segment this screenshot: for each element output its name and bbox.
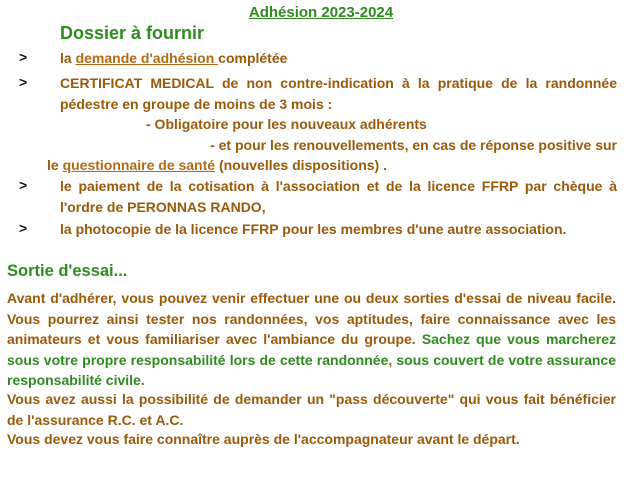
list-item-prefix: la	[60, 50, 76, 66]
demande-adhesion-link[interactable]: demande d'adhésion	[75, 50, 219, 66]
sub-line-renouvellements: - et pour les renouvellements, en cas de réponse positive sur	[210, 137, 617, 153]
paragraph-highlight: sous couvert de votre assurance responsabilité civile	[7, 351, 617, 388]
list-item-suffix: complétée	[218, 50, 288, 66]
questionnaire-sante-link[interactable]: questionnaire de santé	[62, 157, 216, 173]
bullet-marker: >	[19, 177, 28, 193]
sub-line-obligatoire: - Obligatoire pour les nouveaux adhérents	[146, 116, 427, 132]
paragraph-highlight: Sachez que vous marcherez sous votre propre responsabilité lors de cette randonnée	[7, 331, 617, 368]
page-title: Adhésion 2023-2024	[248, 4, 394, 21]
bullet-marker: >	[19, 74, 28, 90]
paragraph-accompagnateur: Vous devez vous faire connaître auprès de l'accompagnateur avant le départ.	[7, 431, 520, 447]
bullet-marker: >	[19, 49, 28, 65]
paragraph-text: ,	[388, 351, 397, 368]
sub-line-questionnaire	[47, 155, 387, 176]
list-item: CERTIFICAT MEDICAL de non contre-indication à la pratique de la randonnée pédestre en groupe de moins de 3 mois :	[60, 75, 617, 112]
section-heading-dossier: Dossier à fournir	[60, 23, 205, 43]
paragraph-avant-adherer	[7, 288, 616, 391]
list-item: la photocopie de la licence FFRP pour les membres d'une autre association.	[60, 221, 567, 237]
list-item	[60, 48, 617, 69]
paragraph-text: Avant d'adhérer, vous pouvez venir effectuer une ou deux sorties d'essai de niveau facile. Vous pourrez ainsi tester nos randonnées, vos aptitudes, faire connaissance avec les animateurs et vous familiariser avec l'ambiance du groupe.	[7, 290, 616, 347]
paragraph-pass-decouverte: Vous avez aussi la possibilité de demander un "pass découverte" qui vous fait bénéficier de l'assurance R.C. et A.C.	[7, 391, 616, 428]
bullet-marker: >	[19, 220, 28, 236]
sub-line-suffix: (nouvelles dispositions) .	[215, 157, 387, 173]
sub-line-prefix: le	[47, 157, 63, 173]
paragraph-text: .	[140, 372, 145, 388]
section-heading-sortie: Sortie d'essai...	[7, 262, 128, 280]
list-item: le paiement de la cotisation à l'association et de la licence FFRP par chèque à l'ordre de PERONNAS RANDO,	[60, 178, 617, 215]
